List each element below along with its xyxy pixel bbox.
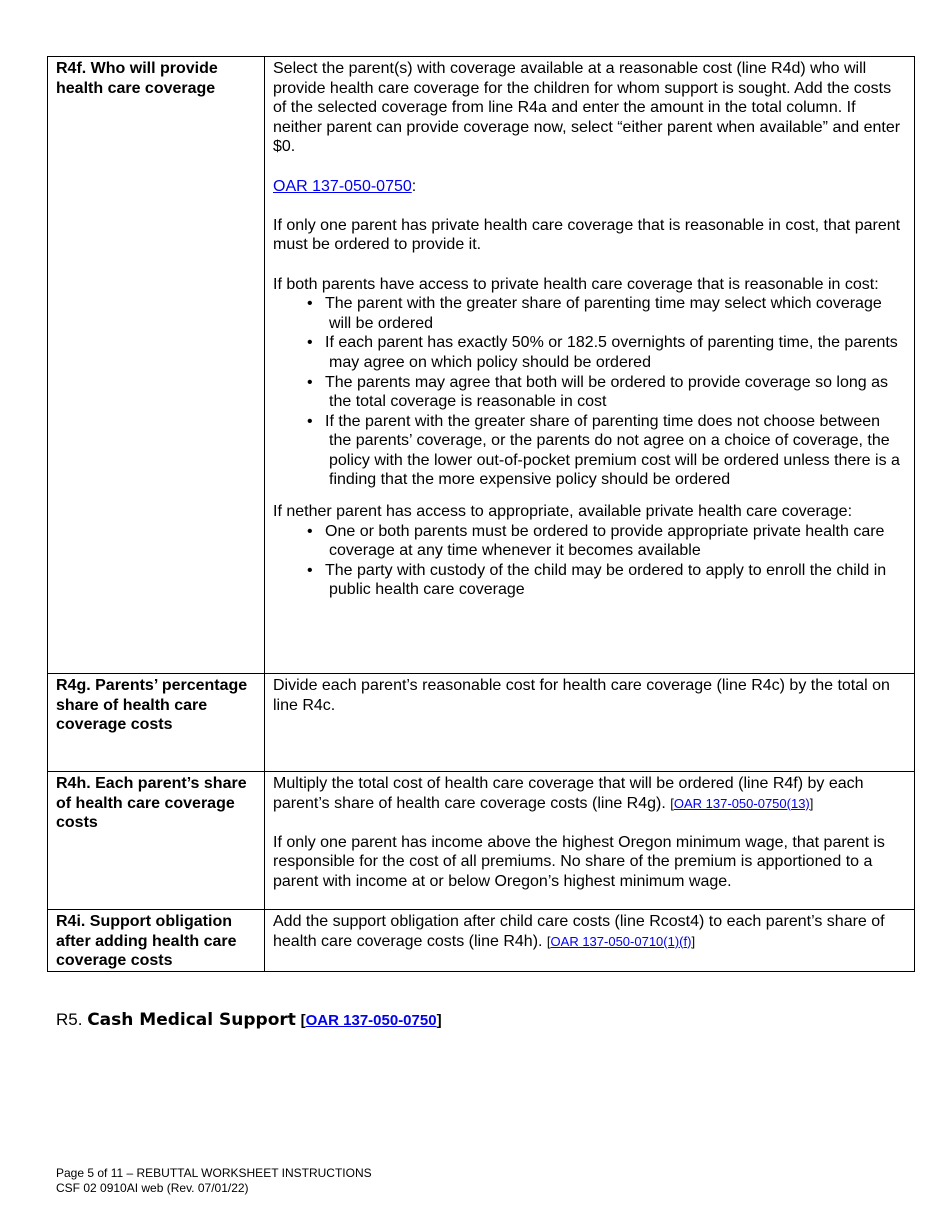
section-title: Cash Medical Support: [87, 1010, 296, 1030]
r4h-text1: [273, 774, 906, 813]
list-item-text: The parent with the greater share of parenting time may select which coverage will be ordered: [325, 295, 882, 332]
row-label-r4g: R4g. Parents’ percentage share of health care coverage costs: [48, 674, 265, 772]
r4f-one-parent: If only one parent has private health care coverage that is reasonable in cost, that parent must be ordered to provide it.: [273, 216, 901, 254]
row-label-r4h: R4h. Each parent’s share of health care coverage costs: [48, 772, 265, 910]
row-description-r4h: [265, 772, 915, 910]
r4f-rule-line: [273, 177, 906, 197]
r4f-neither-intro: If nether parent has access to appropriate, available private health care coverage:: [273, 503, 853, 521]
bullet-icon: •: [307, 373, 313, 391]
ref-open: [: [300, 1012, 306, 1029]
both-parents-list: [273, 294, 906, 490]
ref-open: [: [546, 933, 551, 949]
list-item: [273, 412, 906, 490]
row-label-r4i: R4i. Support obligation after adding health care coverage costs: [48, 910, 265, 972]
table-row: [48, 910, 915, 972]
table-row: [48, 57, 915, 674]
ref-close: ]: [436, 1012, 442, 1029]
neither-parent-list: [273, 522, 906, 600]
bullet-icon: •: [307, 561, 313, 579]
r4f-both-intro: If both parents have access to private health care coverage that is reasonable in cost:: [273, 275, 879, 293]
list-item-text: If the parent with the greater share of parenting time does not choose between the parents’ coverage, or the parents do not agree on a choice of coverage, the policy with the lower out-of-pocket premium cost will be ordered unless there is a finding that the more expensive policy should be ordered: [325, 412, 900, 489]
footer-page-info: Page 5 of 11 – REBUTTAL WORKSHEET INSTRUCTIONS: [56, 1166, 372, 1180]
list-item: [273, 294, 906, 333]
section-oar-link[interactable]: OAR 137-050-0750: [305, 1012, 437, 1029]
row-description-r4i: [265, 910, 915, 972]
r4f-intro: Select the parent(s) with coverage available at a reasonable cost (line R4d) who will provide health care coverage for the children for whom support is sought. Add the costs of the selected coverage from line R4a and enter the amount in the total column. If neither parent can provide coverage now, select “either parent when available” and enter $0.: [273, 60, 901, 156]
bullet-icon: •: [307, 334, 313, 352]
ref-close: ]: [809, 795, 814, 811]
section-heading-r5: [56, 1010, 442, 1030]
ref-open: [: [670, 795, 674, 811]
row-label-r4f: R4f. Who will provide health care coverage: [48, 57, 265, 674]
list-item-text: If each parent has exactly 50% or 182.5 overnights of parenting time, the parents may agree on which policy should be ordered: [325, 334, 898, 371]
bullet-icon: •: [307, 295, 313, 313]
bullet-icon: •: [307, 522, 313, 540]
list-item: [273, 373, 906, 412]
page-footer: [56, 1166, 372, 1196]
oar-0750-link[interactable]: OAR 137-050-0750: [273, 177, 412, 195]
list-item: [273, 522, 906, 561]
oar-0710-link[interactable]: OAR 137-050-0710(1)(f): [550, 933, 692, 949]
list-item: [273, 333, 906, 372]
r4i-text: Add the support obligation after child care costs (line Rcost4) to each parent’s share of health care coverage costs (line R4h).: [273, 913, 885, 950]
bullet-icon: •: [307, 412, 313, 430]
ref-close: ]: [691, 933, 696, 949]
table-row: [48, 674, 915, 772]
section-number: R5.: [56, 1010, 83, 1029]
rule-colon: :: [411, 177, 417, 195]
instructions-table: [47, 56, 915, 972]
table-row: [48, 772, 915, 910]
oar-0750-13-link[interactable]: OAR 137-050-0750(13): [673, 795, 810, 811]
section-ref: [301, 1012, 442, 1029]
row-description-r4g: Divide each parent’s reasonable cost for health care coverage (line R4c) by the total on line R4c.: [265, 674, 915, 772]
row-description-r4f: [265, 57, 915, 674]
list-item-text: The parents may agree that both will be ordered to provide coverage so long as the total coverage is reasonable in cost: [325, 373, 888, 411]
list-item-text: One or both parents must be ordered to provide appropriate private health care coverage at any time whenever it becomes available: [325, 522, 885, 560]
list-item: [273, 561, 906, 600]
footer-form-id: CSF 02 0910AI web (Rev. 07/01/22): [56, 1181, 249, 1195]
r4h-text1-body: Multiply the total cost of health care coverage that will be ordered (line R4f) by each parent’s share of health care coverage costs (line R4g).: [273, 775, 864, 812]
list-item-text: The party with custody of the child may be ordered to apply to enroll the child in public health care coverage: [325, 561, 887, 599]
r4h-text2: If only one parent has income above the highest Oregon minimum wage, that parent is responsible for the cost of all premiums. No share of the premium is apportioned to a parent with income at or below Oregon’s highest minimum wage.: [273, 833, 885, 890]
